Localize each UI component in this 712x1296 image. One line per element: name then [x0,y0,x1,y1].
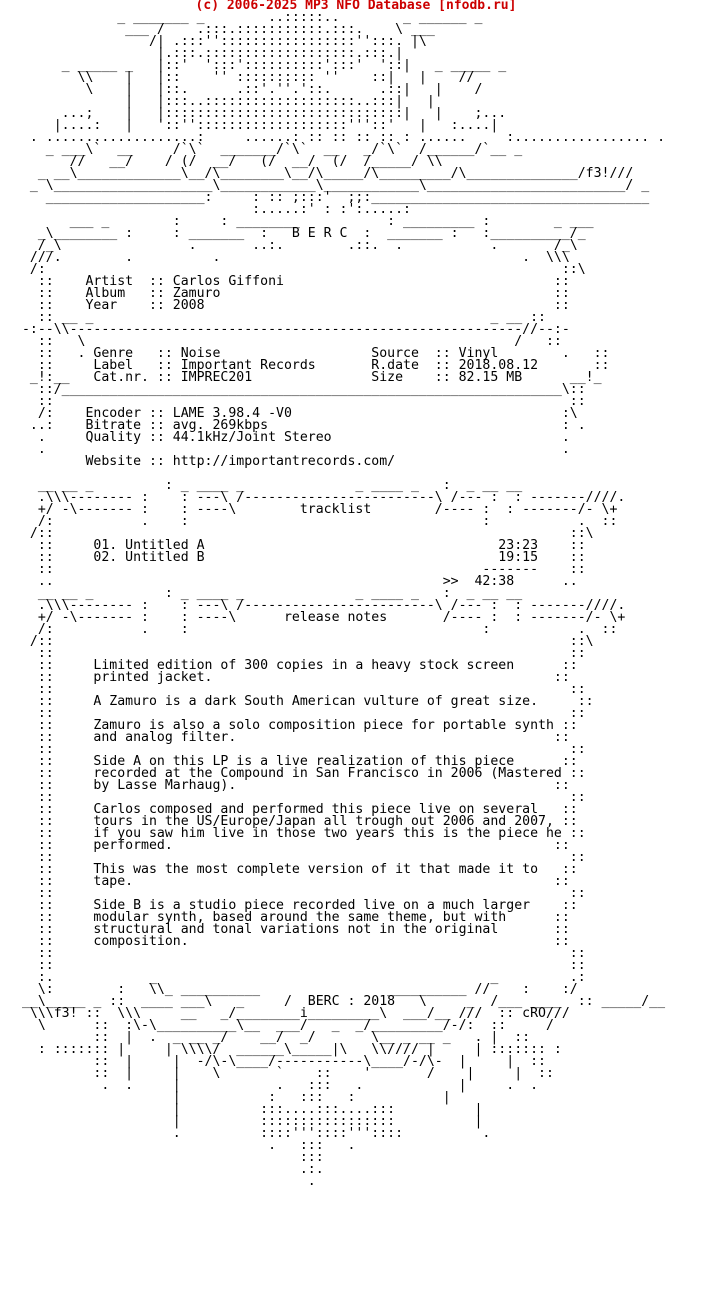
nfo-database-header: (c) 2006-2025 MP3 NFO Database [nfodb.ru] [195,0,517,13]
nfo-ascii-document: _ _______ _ ..:::::.. _ ______ _ ___ / .:::.:::::::::::.:::. \ ___ /| .:::'':::::::::::::::::'':::. |\ |.:::.:::::::::::::::::::.:::.| _ _____ _ |::' ':::'::::::::::':::' '::| _ _____ _ \\ | |:: '' :::::::::: '' ::| | // \ | |::. .::'.''.'::. .::| | / | |:::..:::::::::::::::::::..:::| | ...; | |::::::::::::::::::::::::::::::| | ;... |....: | '::'':::::::::::::::::::'''::' | :....| . ...................: ......: :: :: :: :: : ...... :................. . _ ___\` __ /`\` _______/`\` __ _/`\` /______/`__ _ // __/ / (/ __/ (/ __/ (/ /_____/ \\ _ __\_____________\__/\________\__/\_____/\_________/\______________/f3!/// _ \____________________\____________\____________\_________________________/ _ ____________________: : :: ;:::' ;;:___________________________________ :.....:' : :':.....: ___ _ : : ________ : _________ : _ ___ _\________ : : _______ : B E R C : _______ : :__________/_ /_\ . ..:. .::. . . /_\ ///. . . . \\\ /: ::\ :: Artist :: Carlos Giffoni :: :: Album :: Zamuro :: :: Year :: 2008 :: :: __ _ _ __ :: -:--\\---------------------------------------------------------//--:- :: \ / :: :: . Genre :: Noise Source :: Vinyl . :: :: Label :: Important Records R.date :: 2018.08.12 :: _!:__ Cat.nr. :: IMPREC201 Size :: 82.15 MB __!_ ::/_______________________________________________________________\:: :: :: /: Encoder :: LAME 3.98.4 -V0 :\ ..: Bitrate :: avg. 269kbps : . . Quality :: 44.1kHz/Joint Stereo . . . Website :: http://importantrecords.com/ __ __ _ : _ ____ _ _ ____ _ : _ __ __ .\\\-------- : : ---\ /------------------------\ /--- : : -------////. +/ -\------- : : ----\ tracklist /---- : : -------/- \+ /: . : : . :: /:: ::\ :: 01. Untitled A 23:23 :: :: 02. Untitled B 19:15 :: :: ------- :: .. >> 42:38 .. __ __ _ : _ ____ _ _ ____ _ : _ __ __ .\\\-------- : : ---\ /------------------------\ /--- : : -------////. +/ -\------- : : ----\ release notes /---- : : -------/- \+ /: . : : . :: /:: ::\ :: :: :: Limited edition of 300 copies in a heavy stock screen :: :: printed jacket. :: :: :: :: A Zamuro is a dark South American vulture of great size. :: :: :: :: Zamuro is also a solo composition piece for portable synth :: :: and analog filter. :: :: :: :: Side A on this LP is a live realization of this piece :: :: recorded at the Compound in San Francisco in 2006 (Mastered :: :: by Lasse Marhaug). :: :: :: :: Carlos composed and performed this piece live on several :: :: tours in the US/Europe/Japan all trough out 2006 and 2007, :: :: if you saw him live in those two years this is the piece he :: :: performed. :: :: :: :: This was the most complete version of it that made it to :: :: tape. :: :: :: :: Side B is a studio piece recorded live on a much larger :: :: modular synth, based around the same theme, but with :: :: structural and tonal variations not in the original :: :: composition. :: :: :: :: :: :. _ _ .: \: : \\_ __________ __________ // : :/ __\_____ _ :: ____ ___\ _ / BERC : 2018 \ _ /___ ____ :: _____/__ \\\f3! :: \\\ __ _/________i_________\ ___/__ /// :: cRO/// \ :: :\-\__________\__ ___/ _ _/_________/-/: :: / :: | . _ __ _/ __/ _/ \__ _ __ _ . | :: : ::::::: | | \\\\/ ______\_____|\ \\//// | | ::::::: : :: | | -/\-\____/-----------\____/-/\- | | :: :: | | \ ` :: ' / | | :: . . | . ::: . | . . | : ::: : | | :::....:::....::: | | ::::::::::::::::: | . ::::'''::::''':::: . . ::: . ::: .:. . [21,10,666,1189]
